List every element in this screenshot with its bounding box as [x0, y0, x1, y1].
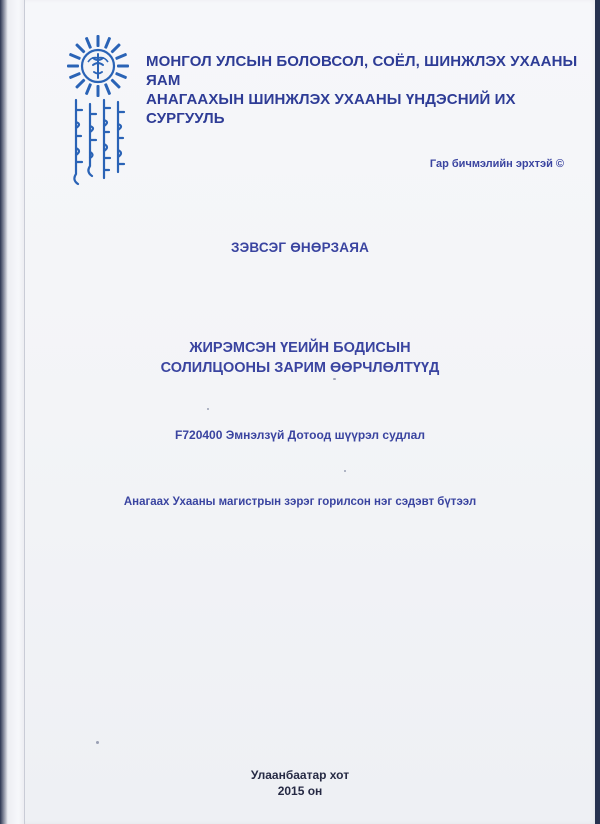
- thesis-title: [0, 338, 600, 378]
- degree-statement: Анагаах Ухааны магистрын зэрэг горилсон нэг сэдэвт бүтээл: [123, 496, 477, 508]
- paper-speck: [207, 408, 209, 410]
- book-spine: [0, 0, 26, 824]
- author-name: ЗЭВСЭГ ӨНӨРЗАЯА: [230, 240, 370, 255]
- cover-edge: [595, 0, 600, 824]
- university-name: АНАГААХЫН ШИНЖЛЭХ УХААНЫ ҮНДЭСНИЙ ИХ СУРГУУЛЬ: [146, 91, 516, 127]
- mongolian-script-emblem: [66, 96, 130, 192]
- paper-speck: [96, 741, 99, 744]
- publication-year: 2015 он: [277, 784, 323, 798]
- ministry-name: МОНГОЛ УЛСЫН БОЛОВСОЛ, СОЁЛ, ШИНЖЛЭХ УХААНЫ ЯАМ: [146, 53, 578, 89]
- place-and-year: [0, 767, 600, 799]
- paper-speck: [333, 378, 336, 380]
- copyright-notice: Гар бичмэлийн эрхтэй ©: [429, 158, 564, 170]
- university-logo-icon: [66, 34, 130, 98]
- ministry-header: [146, 52, 586, 128]
- thesis-title-line-2: СОЛИЛЦООНЫ ЗАРИМ ӨӨРЧЛӨЛТҮҮД: [160, 360, 440, 376]
- place-city: Улаанбаатар хот: [250, 768, 350, 782]
- paper-speck: [344, 470, 346, 472]
- thesis-title-line-1: ЖИРЭМСЭН ҮЕИЙН БОДИСЫН: [189, 340, 411, 356]
- specialty-code: F720400 Эмнэлзүй Дотоод шүүрэл судлал: [175, 428, 425, 442]
